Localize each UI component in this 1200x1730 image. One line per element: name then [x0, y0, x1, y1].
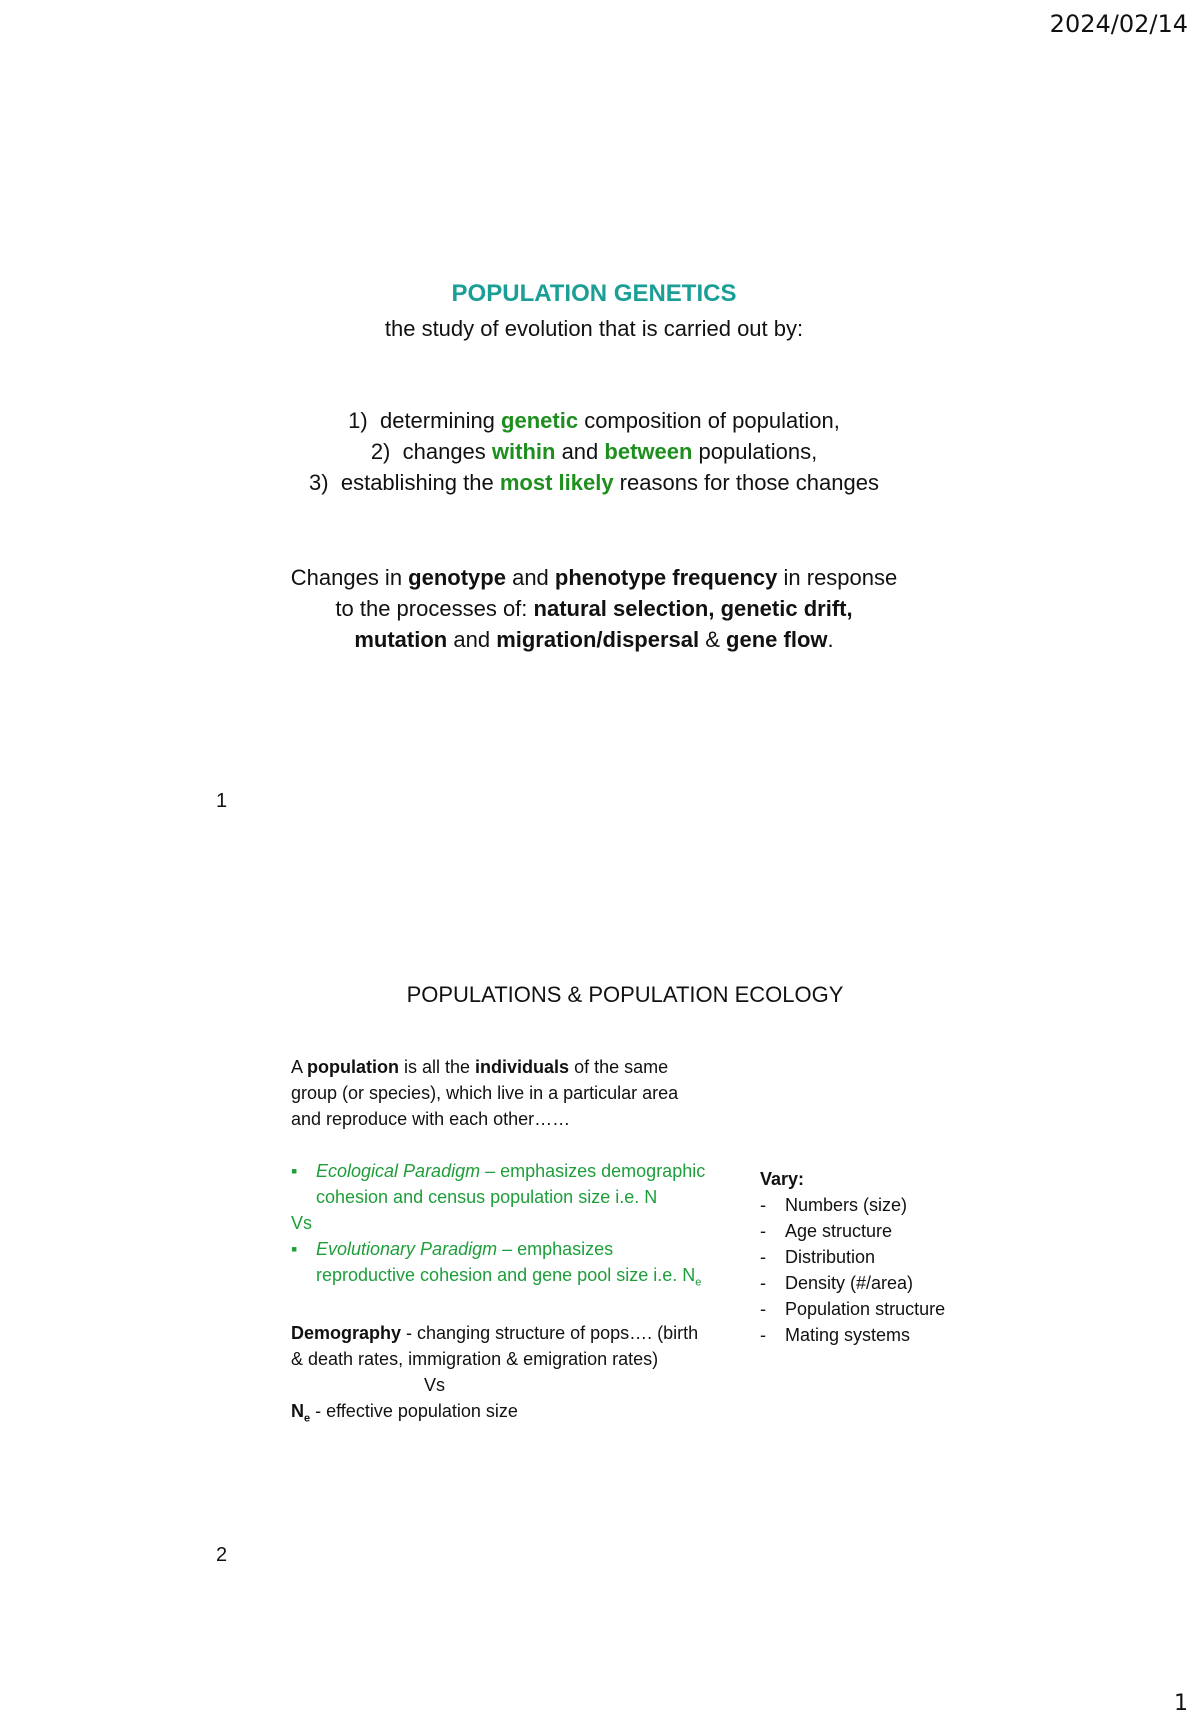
list-text: changes — [402, 439, 492, 464]
bold-term: population — [307, 1057, 399, 1077]
bold-term: migration/dispersal — [496, 627, 700, 652]
vary-list-box — [760, 1166, 1060, 1348]
subscript: e — [304, 1412, 311, 1425]
text: - effective population size — [310, 1400, 518, 1421]
slide1-changes-paragraph — [0, 562, 1188, 655]
highlight-word: between — [604, 439, 693, 464]
list-text: populations, — [692, 439, 818, 464]
list-text: Distribution — [785, 1247, 876, 1267]
highlight-word: most likely — [499, 470, 614, 495]
slide1-subtitle: the study of evolution that is carried out by: — [384, 316, 804, 341]
highlight-word: genetic — [501, 408, 579, 433]
bold-term: mutation — [354, 627, 448, 652]
list-text: Population structure — [785, 1299, 946, 1319]
dash-icon: - — [760, 1299, 766, 1319]
list-number: 2) — [370, 439, 391, 464]
list-text: Mating systems — [785, 1325, 911, 1345]
dash-icon: - — [760, 1247, 766, 1267]
text: A — [291, 1057, 308, 1077]
page-number: 1 — [1174, 1691, 1188, 1716]
dash-icon: - — [760, 1195, 766, 1215]
slide1-list — [0, 405, 1188, 498]
slide1-title: POPULATION GENETICS — [451, 280, 737, 307]
ne-definition — [291, 1398, 711, 1432]
slide1-number: 1 — [216, 790, 228, 812]
bullet-icon: ▪ — [291, 1239, 298, 1259]
text: and — [505, 565, 555, 590]
highlight-word: within — [491, 439, 556, 464]
list-text: composition of population, — [578, 408, 840, 433]
list-item — [760, 1244, 1060, 1270]
bold-term: genotype — [408, 565, 506, 590]
bold-term: gene flow — [726, 627, 828, 652]
list-text: Numbers (size) — [785, 1195, 908, 1215]
bold-term: individuals — [475, 1057, 570, 1077]
list-item — [760, 1192, 1060, 1218]
text: to the processes of: — [335, 596, 534, 621]
list-text: and — [555, 439, 605, 464]
list-text: determining — [379, 408, 502, 433]
list-text: Density (#/area) — [785, 1273, 914, 1293]
paradigm-text: – emphasizes demographic cohesion and census population size i.e. N — [316, 1161, 706, 1207]
list-item — [760, 1322, 1060, 1348]
vary-heading: Vary: — [760, 1169, 805, 1189]
slide2-title: POPULATIONS & POPULATION ECOLOGY — [406, 982, 844, 1007]
text: Changes in — [290, 565, 409, 590]
text: & — [699, 627, 727, 652]
list-text: reasons for those changes — [613, 470, 879, 495]
bold-term: N — [291, 1400, 304, 1421]
text: in response — [777, 565, 898, 590]
list-item — [760, 1296, 1060, 1322]
population-definition — [291, 1054, 711, 1132]
dash-icon: - — [760, 1273, 766, 1293]
list-text: Age structure — [785, 1221, 893, 1241]
list-text: establishing the — [340, 470, 500, 495]
vs-label: Vs — [291, 1213, 313, 1233]
ecological-paradigm-bullet — [291, 1158, 711, 1210]
demography-definition — [291, 1320, 711, 1372]
text: of the same group (or species), which live in a particular area and reproduce with each other…… — [291, 1057, 679, 1129]
vary-list — [760, 1192, 1060, 1348]
list-number: 3) — [309, 470, 329, 495]
text: . — [827, 627, 834, 652]
vs-label: Vs — [424, 1374, 446, 1395]
subscript: e — [695, 1276, 702, 1289]
bold-term: phenotype frequency — [554, 565, 778, 590]
list-item — [760, 1218, 1060, 1244]
slide2-number: 2 — [216, 1544, 228, 1566]
slide2-left-column — [291, 1054, 711, 1431]
list-item — [760, 1270, 1060, 1296]
paradigm-name: Ecological Paradigm — [316, 1161, 481, 1181]
list-number: 1) — [348, 408, 368, 433]
evolutionary-paradigm-bullet — [291, 1236, 711, 1296]
list-item — [0, 405, 1188, 436]
paradigm-text: – emphasizes reproductive cohesion and gene pool size i.e. N — [316, 1239, 696, 1285]
dash-icon: - — [760, 1325, 766, 1345]
header-date: 2024/02/14 — [1049, 10, 1188, 38]
bold-term: Demography — [291, 1322, 402, 1343]
paradigm-name: Evolutionary Paradigm — [316, 1239, 498, 1259]
list-item — [0, 436, 1188, 467]
bullet-icon: ▪ — [291, 1161, 298, 1181]
dash-icon: - — [760, 1221, 766, 1241]
text: is all the — [399, 1057, 476, 1077]
list-item — [0, 467, 1188, 498]
text: and — [447, 627, 497, 652]
bold-term: natural selection, genetic drift, — [533, 596, 853, 621]
text: - changing structure of pops…. (birth & death rates, immigration & emigration rates) — [291, 1322, 699, 1369]
